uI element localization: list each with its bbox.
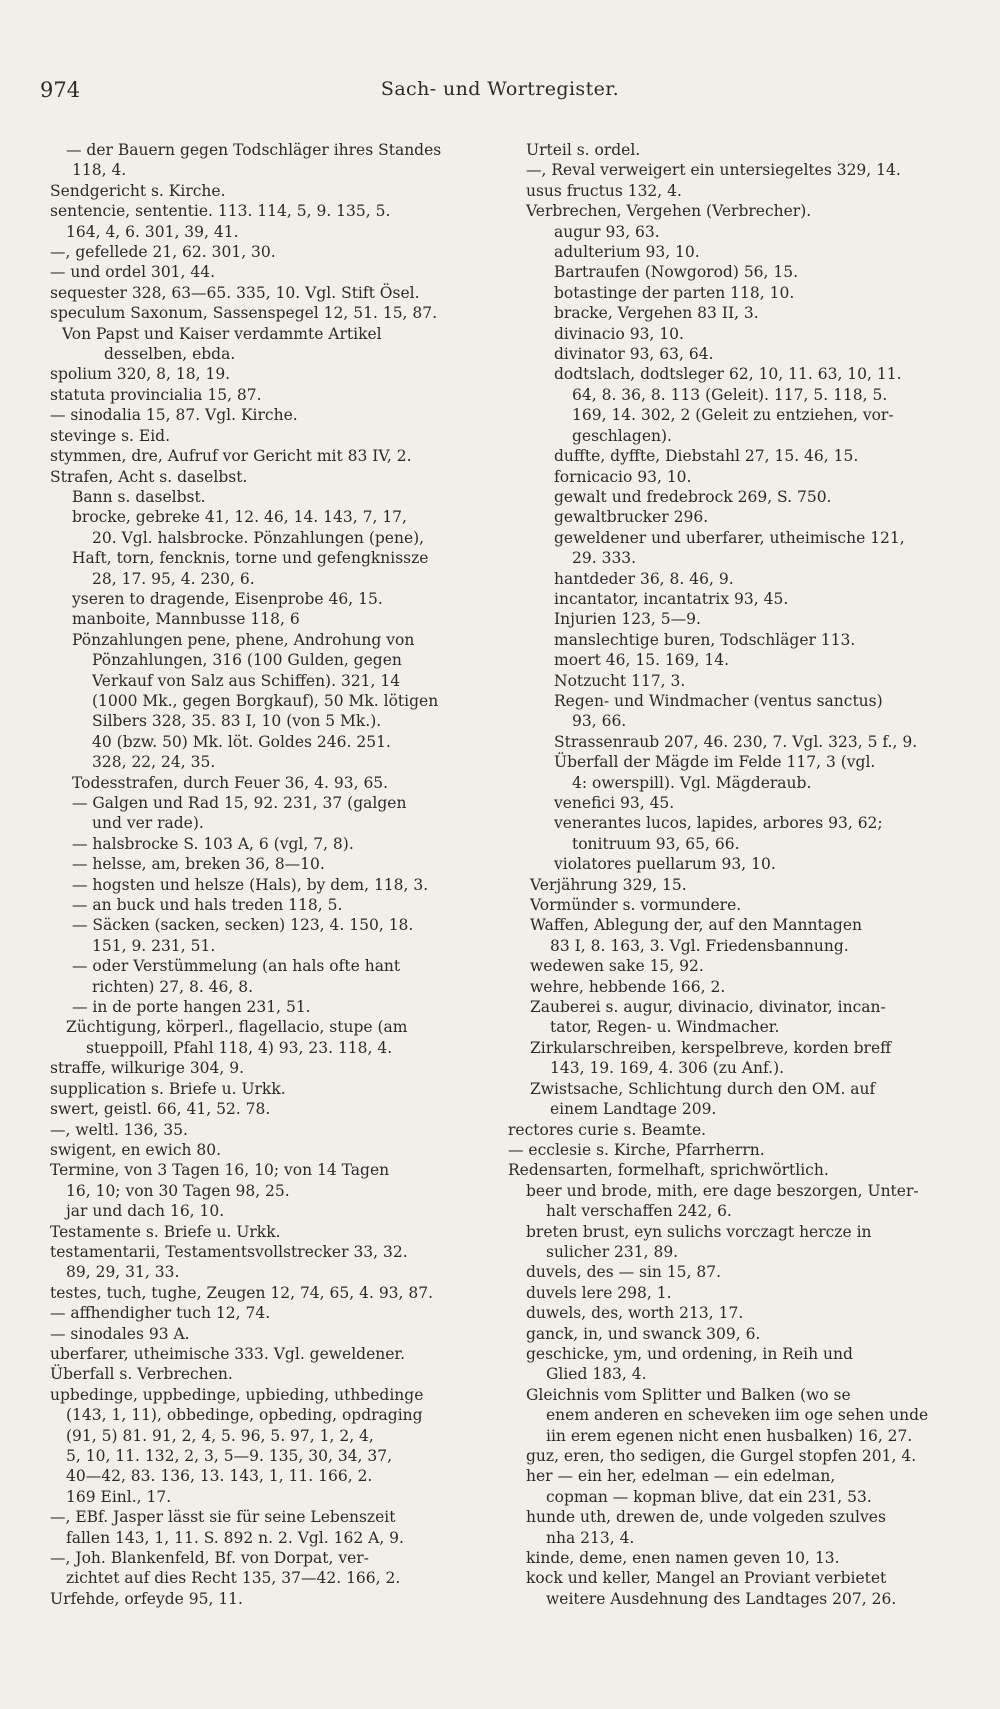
index-line: incantator, incantatrix 93, 45. (554, 589, 789, 608)
index-line: Pönzahlungen, 316 (100 Gulden, gegen (92, 651, 402, 670)
index-line: stymmen, dre, Aufruf vor Gericht mit 83 IV, 2. (50, 447, 412, 466)
index-line: geschlagen). (572, 426, 672, 445)
index-line: Urteil s. ordel. (526, 141, 641, 159)
left-column (46, 140, 494, 1609)
index-line: Strafen, Acht s. daselbst. (50, 467, 248, 486)
page-number: 974 (40, 78, 81, 102)
index-line: duwels, des, worth 213, 17. (526, 1304, 744, 1323)
index-line: upbedinge, uppbedinge, upbieding, uthbedinge (50, 1385, 424, 1404)
index-line: manboite, Mannbusse 118, 6 (72, 610, 300, 629)
index-line: kock und keller, Mangel an Proviant verbietet (526, 1569, 887, 1588)
index-line: — halsbrocke S. 103 A, 6 (vgl, 7, 8). (72, 834, 354, 853)
index-line: sulicher 231, 89. (546, 1242, 679, 1261)
index-line: — Galgen und Rad 15, 92. 231, 37 (galgen (72, 794, 407, 812)
index-line: manslechtige buren, Todschläger 113. (554, 630, 856, 649)
index-line: Testamente s. Briefe u. Urkk. (50, 1222, 281, 1241)
index-line: copman — kopman blive, dat ein 231, 53. (546, 1487, 872, 1506)
index-line: her — ein her, edelman — ein edelman, (526, 1467, 836, 1486)
index-line: Überfall s. Verbrechen. (50, 1365, 233, 1384)
index-line: augur 93, 63. (554, 222, 660, 241)
index-line: 5, 10, 11. 132, 2, 3, 5—9. 135, 30, 34, 37, (66, 1447, 393, 1465)
index-line: 16, 10; von 30 Tagen 98, 25. (66, 1181, 290, 1200)
index-line: Glied 183, 4. (546, 1365, 647, 1384)
index-line: Zwistsache, Schlichtung durch den OM. auf (530, 1079, 876, 1098)
index-line: (91, 5) 81. 91, 2, 4, 5. 96, 5. 97, 1, 2, 4, (66, 1426, 374, 1445)
index-line: Sendgericht s. Kirche. (50, 181, 226, 200)
index-line: rectores curie s. Beamte. (508, 1120, 707, 1139)
index-line: duvels lere 298, 1. (526, 1283, 672, 1302)
index-line: swigent, en ewich 80. (50, 1140, 222, 1159)
index-line: straffe, wilkurige 304, 9. (50, 1059, 245, 1078)
index-line: wedewen sake 15, 92. (530, 957, 704, 976)
index-line: — an buck und hals treden 118, 5. (72, 896, 343, 915)
index-line: 118, 4. (72, 161, 127, 180)
index-line: gewaltbrucker 296. (554, 508, 709, 527)
index-line: Überfall der Mägde im Felde 117, 3 (vgl. (554, 753, 876, 772)
index-line: gewalt und fredebrock 269, S. 750. (554, 487, 832, 506)
index-line: Silbers 328, 35. 83 I, 10 (von 5 Mk.). (92, 712, 382, 731)
index-line: statuta provincialia 15, 87. (50, 385, 262, 404)
index-line: 83 I, 8. 163, 3. Vgl. Friedensbannung. (550, 936, 849, 955)
index-line: — affhendigher tuch 12, 74. (50, 1304, 271, 1323)
index-line: 4: owerspill). Vgl. Mägderaub. (572, 773, 812, 792)
index-line: — der Bauern gegen Todschläger ihres Standes (66, 141, 442, 159)
index-line: 40 (bzw. 50) Mk. löt. Goldes 246. 251. (92, 732, 391, 751)
index-line: stueppoill, Pfahl 118, 4) 93, 23. 118, 4. (86, 1038, 393, 1057)
index-line: —, Reval verweigert ein untersiegeltes 329, 14. (526, 161, 901, 180)
index-line: — in de porte hangen 231, 51. (72, 998, 311, 1017)
index-line: Haft, torn, fencknis, torne und gefengknissze (72, 549, 429, 568)
index-line: hantdeder 36, 8. 46, 9. (554, 569, 734, 588)
index-line: Zirkularschreiben, kerspelbreve, korden breff (530, 1038, 892, 1057)
index-line: wehre, hebbende 166, 2. (530, 977, 726, 996)
index-line: — und ordel 301, 44. (50, 263, 216, 282)
index-line: — oder Verstümmelung (an hals ofte hant (72, 957, 401, 976)
index-line: bracke, Vergehen 83 II, 3. (554, 304, 759, 323)
index-line: desselben, ebda. (104, 345, 236, 364)
index-line: venefici 93, 45. (554, 794, 675, 812)
index-line: Bann s. daselbst. (72, 487, 206, 506)
index-line: Injurien 123, 5—9. (554, 610, 701, 629)
index-line: uberfarer, utheimische 333. Vgl. geweldener. (50, 1344, 406, 1363)
index-line: und ver rade). (92, 814, 204, 833)
index-line: Waffen, Ablegung der, auf den Manntagen (530, 916, 863, 935)
index-line: 64, 8. 36, 8. 113 (Geleit). 117, 5. 118, 5. (572, 385, 888, 404)
index-line: duvels, des — sin 15, 87. (526, 1263, 722, 1282)
index-line: nha 213, 4. (546, 1528, 635, 1547)
index-line: 328, 22, 24, 35. (92, 753, 216, 772)
index-line: halt verschaffen 242, 6. (546, 1202, 732, 1221)
index-line: divinacio 93, 10. (554, 324, 684, 343)
index-line: zichtet auf dies Recht 135, 37—42. 166, 2. (66, 1569, 401, 1588)
index-line: Regen- und Windmacher (ventus sanctus) (554, 691, 883, 710)
index-line: speculum Saxonum, Sassenspegel 12, 51. 15, 87. (50, 304, 438, 323)
running-head: Sach- und Wortregister. (380, 78, 620, 100)
index-line: guz, eren, tho sedigen, die Gurgel stopfen 201, 4. (526, 1447, 917, 1465)
index-line: violatores puellarum 93, 10. (554, 855, 776, 874)
index-line: —, weltl. 136, 35. (50, 1120, 188, 1139)
index-line: —, gefellede 21, 62. 301, 30. (50, 243, 276, 262)
index-line: Todesstrafen, durch Feuer 36, 4. 93, 65. (72, 773, 389, 792)
index-line: Pönzahlungen pene, phene, Androhung von (72, 630, 415, 649)
index-line: geschicke, ym, und ordening, in Reih und (526, 1344, 853, 1363)
index-line: fallen 143, 1, 11. S. 892 n. 2. Vgl. 162 A, 9. (66, 1528, 404, 1547)
index-line: Verkauf von Salz aus Schiffen). 321, 14 (92, 671, 401, 690)
index-line: breten brust, eyn sulichs vorczagt hercze in (526, 1222, 872, 1241)
index-line: 29. 333. (572, 549, 637, 568)
index-line: hunde uth, drewen de, unde volgeden szulves (526, 1508, 886, 1527)
index-line: Vormünder s. vormundere. (530, 896, 742, 915)
index-line: duffte, dyffte, Diebstahl 27, 15. 46, 15. (554, 447, 859, 466)
index-line: Notzucht 117, 3. (554, 671, 686, 690)
index-line: yseren to dragende, Eisenprobe 46, 15. (72, 589, 383, 608)
index-line: dodtslach, dodtsleger 62, 10, 11. 63, 10, 11. (554, 365, 902, 384)
index-line: (1000 Mk., gegen Borgkauf), 50 Mk. lötigen (92, 691, 439, 710)
index-line: swert, geistl. 66, 41, 52. 78. (50, 1100, 271, 1119)
index-line: einem Landtage 209. (550, 1100, 717, 1119)
index-line: iin erem egenen nicht enen husbalken) 16, 27. (546, 1426, 913, 1445)
index-line: testes, tuch, tughe, Zeugen 12, 74, 65, 4. 93, 87. (50, 1283, 434, 1302)
index-line: venerantes lucos, lapides, arbores 93, 62; (554, 814, 883, 833)
index-line: geweldener und uberfarer, utheimische 121, (554, 528, 905, 547)
index-line: richten) 27, 8. 46, 8. (92, 977, 254, 996)
index-line: Verjährung 329, 15. (530, 875, 687, 894)
index-line: 169 Einl., 17. (66, 1487, 172, 1506)
index-line: spolium 320, 8, 18, 19. (50, 365, 231, 384)
index-line: 93, 66. (572, 712, 627, 731)
index-line: — sinodales 93 A. (50, 1324, 190, 1343)
index-line: fornicacio 93, 10. (554, 467, 692, 486)
index-line: Urfehde, orfeyde 95, 11. (50, 1589, 243, 1608)
index-line: ganck, in, und swanck 309, 6. (526, 1324, 761, 1343)
index-line: (143, 1, 11), obbedinge, opbeding, opdraging (66, 1406, 423, 1425)
index-line: Bartraufen (Nowgorod) 56, 15. (554, 263, 799, 282)
index-line: 89, 29, 31, 33. (66, 1263, 180, 1282)
index-line: stevinge s. Eid. (50, 426, 171, 445)
index-line: tator, Regen- u. Windmacher. (550, 1018, 780, 1037)
index-line: 28, 17. 95, 4. 230, 6. (92, 569, 255, 588)
index-line: — Säcken (sacken, secken) 123, 4. 150, 18. (72, 916, 414, 935)
index-line: 143, 19. 169, 4. 306 (zu Anf.). (550, 1059, 785, 1078)
index-line: — sinodalia 15, 87. Vgl. Kirche. (50, 406, 298, 425)
index-line: sequester 328, 63—65. 335, 10. Vgl. Stift Ösel. (50, 283, 420, 302)
index-line: weitere Ausdehnung des Landtages 207, 26. (546, 1589, 897, 1608)
index-line: 169, 14. 302, 2 (Geleit zu entziehen, vor- (572, 406, 894, 425)
index-line: testamentarii, Testamentsvollstrecker 33, 32. (50, 1242, 408, 1261)
index-line: supplication s. Briefe u. Urkk. (50, 1079, 286, 1098)
right-column (508, 140, 952, 1609)
index-line: beer und brode, mith, ere dage beszorgen, Unter- (526, 1181, 919, 1200)
index-line: brocke, gebreke 41, 12. 46, 14. 143, 7, 17, (72, 508, 407, 527)
index-line: Züchtigung, körperl., flagellacio, stupe (am (66, 1018, 408, 1037)
index-line: Gleichnis vom Splitter und Balken (wo se (526, 1385, 851, 1404)
index-line: 164, 4, 6. 301, 39, 41. (66, 222, 239, 241)
index-line: enem anderen en scheveken iim oge sehen unde (546, 1406, 929, 1425)
index-line: moert 46, 15. 169, 14. (554, 651, 730, 670)
index-line: Termine, von 3 Tagen 16, 10; von 14 Tagen (50, 1161, 390, 1180)
index-line: Von Papst und Kaiser verdammte Artikel (62, 324, 382, 343)
index-line: Verbrechen, Vergehen (Verbrecher). (526, 202, 812, 221)
index-line: Redensarten, formelhaft, sprichwörtlich. (508, 1161, 829, 1180)
index-line: Zauberei s. augur, divinacio, divinator, incan- (530, 998, 886, 1017)
index-line: botastinge der parten 118, 10. (554, 283, 795, 302)
index-line: — hogsten und helsze (Hals), by dem, 118, 3. (72, 875, 429, 894)
index-line: jar und dach 16, 10. (66, 1202, 225, 1221)
index-line: Strassenraub 207, 46. 230, 7. Vgl. 323, 5 f., 9. (554, 732, 918, 751)
index-line: 40—42, 83. 136, 13. 143, 1, 11. 166, 2. (66, 1467, 373, 1486)
index-line: kinde, deme, enen namen geven 10, 13. (526, 1549, 840, 1568)
index-line: sentencie, sententie. 113. 114, 5, 9. 135, 5. (50, 202, 391, 221)
index-line: divinator 93, 63, 64. (554, 345, 714, 364)
index-line: —, Joh. Blankenfeld, Bf. von Dorpat, ver- (50, 1549, 369, 1568)
index-line: 151, 9. 231, 51. (92, 936, 216, 955)
index-line: — helsse, am, breken 36, 8—10. (72, 855, 325, 874)
index-line: —, EBf. Jasper lässt sie für seine Lebenszeit (50, 1508, 396, 1527)
index-line: 20. Vgl. halsbrocke. Pönzahlungen (pene), (92, 528, 425, 547)
index-line: tonitruum 93, 65, 66. (572, 834, 740, 853)
index-line: — ecclesie s. Kirche, Pfarrherrn. (508, 1140, 765, 1159)
index-line: adulterium 93, 10. (554, 243, 700, 262)
index-line: usus fructus 132, 4. (526, 181, 682, 200)
